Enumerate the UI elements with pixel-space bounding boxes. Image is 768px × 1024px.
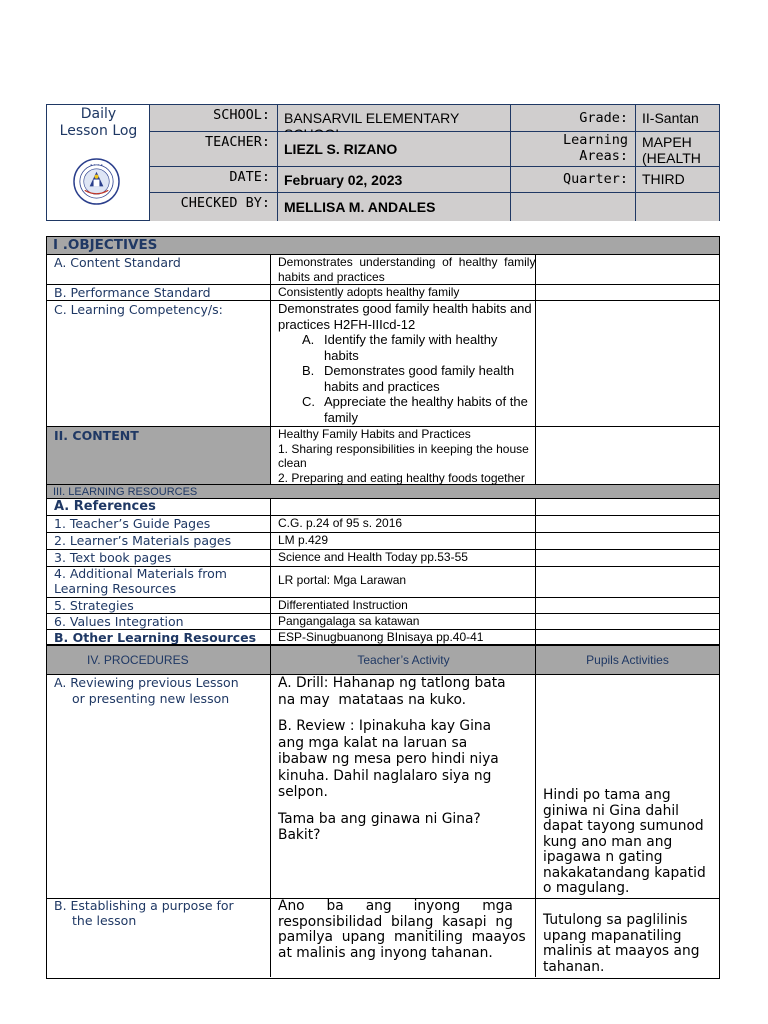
title-line1: Daily [80,106,117,122]
question-line1: Tama ba ang ginawa ni Gina? [278,810,481,827]
b-teacher-line3: pamilya upang manitiling maayos [278,929,526,945]
procedure-a-pupil [536,675,719,899]
b-teacher-line2: responsibilidad bilang kasapi ng [278,913,513,930]
pupils-activities-heading-text: Pupils Activities [586,653,669,667]
school-value: BANSARVIL ELEMENTARY [278,105,511,132]
content-standard-label: A. Content Standard [47,255,271,285]
school-label: SCHOOL: [150,105,278,132]
pupil-a-line7: o magulang. [543,880,630,896]
b-teacher-line1: Ano ba ang inyong mga [278,899,513,914]
drill-line2: na may matataas na kuko. [278,691,467,708]
date-label: DATE: [150,167,278,193]
content-value [271,427,536,485]
procedures-heading [47,645,271,675]
competency-item-line2: habits [324,347,359,363]
objectives-heading [47,237,719,255]
learning-areas-label-line2: Areas: [579,148,628,164]
competency-line2: practices H2FH-IIIcd-12 [278,316,416,332]
title-line2: Lesson Log [59,123,138,139]
performance-standard-value: Consistently adopts healthy family [271,285,536,301]
review-line1: B. Review : Ipinakuha kay Gina [278,718,492,734]
procedure-b-label [47,899,271,977]
other-resources-label: B. Other Learning Resources [47,630,271,644]
learning-competency-value [271,301,536,427]
additional-materials-label [47,567,271,598]
learning-areas-value-line2: (HEALTH [642,150,701,166]
b-teacher-line4: at malinis ang inyong tahanan. [278,944,493,961]
pupils-activities-heading [536,645,719,675]
b-pupil-line4: tahanan. [543,958,605,975]
procedure-b-teacher [271,899,536,977]
procedure-a-label-line1: A. Reviewing previous Lesson [54,675,239,690]
pupil-a-line6: nakakatandang kapatid [543,864,706,881]
procedure-a-teacher [271,675,536,899]
empty-cell [511,193,636,221]
empty-cell [536,285,719,301]
resources-heading-text: III. LEARNING RESOURCES [53,486,198,498]
competency-item [278,363,535,394]
b-pupil-line2: upang mapanatiling [543,927,682,944]
review-line4: kinuha. Dahil naglalaro siya ng [278,767,492,784]
empty-cell [536,499,719,516]
grade-label: Grade: [511,105,636,132]
procedure-a-label-line2: or presenting new lesson [72,691,230,706]
deped-seal-icon [73,158,120,205]
empty-cell [271,499,536,516]
procedures-table [46,645,720,979]
learning-areas-label-line1: Learning [562,132,628,148]
objectives-heading-text: I .OBJECTIVES [53,237,158,253]
competency-item [278,394,535,425]
content-line1: Healthy Family Habits and Practices [278,427,471,441]
additional-materials-label-line1: 4. Additional Materials from [54,567,227,581]
competency-item-line2: family [324,409,358,425]
date-value: February 02, 2023 [278,167,511,193]
learning-areas-label [511,132,636,167]
empty-cell [636,193,719,221]
procedure-b-label-line1: B. Establishing a purpose for [54,899,234,913]
competency-item-letter: B. [302,363,315,378]
resources-heading [47,485,719,499]
procedure-b-pupil [536,899,719,977]
competency-item-line1: Demonstrates good family health [324,363,515,378]
procedure-b-label-line2: the lesson [72,912,137,928]
pupil-a-line3: dapat tayong sumunod [543,818,704,834]
content-line3: clean [278,456,307,470]
learners-materials-value: LM p.429 [271,533,536,550]
empty-cell [536,533,719,550]
grade-value: II-Santan [636,105,719,132]
strategies-label: 5. Strategies [47,598,271,614]
pupil-a-line2: giniwa ni Gina dahil [543,802,679,819]
content-standard-line2: habits and practices [278,269,385,284]
additional-materials-value: LR portal: Mga Larawan [271,567,536,598]
pupil-a-line4: kung ano man ang [543,833,673,850]
empty-cell [536,301,719,427]
teacher-activity-heading [271,645,536,675]
question-line2: Bakit? [278,827,321,843]
references-label: A. References [47,499,271,516]
textbook-pages-value: Science and Health Today pp.53-55 [271,550,536,567]
review-line3: ibabaw ng mesa pero hindi niya [278,751,499,767]
competency-line1: Demonstrates good family health habits and [278,301,532,316]
header-table [46,104,720,221]
empty-cell [536,427,719,485]
empty-cell [536,567,719,598]
content-line2: 1. Sharing responsibilities in keeping the house [278,441,529,456]
drill-line1: A. Drill: Hahanap ng tatlong bata [278,675,506,691]
empty-cell [536,630,719,644]
teacher-label: TEACHER: [150,132,278,167]
svg-text:• • • •: • • • • [90,162,103,168]
spacer [278,708,535,718]
content-heading: II. CONTENT [47,427,271,485]
content-line4: 2. Preparing and eating healthy foods together [278,470,525,485]
learning-competency-label: C. Learning Competency/s: [47,301,271,427]
competency-item-line2: habits and practices [324,378,440,394]
objectives-table [46,236,720,645]
spacer [278,801,535,811]
competency-item [278,332,535,363]
procedures-heading-text: IV. PROCEDURES [87,653,189,667]
competency-item-letter: A. [302,332,315,347]
b-pupil-line3: malinis at maayos ang [543,943,700,959]
procedure-a-label [47,675,271,899]
performance-standard-label: B. Performance Standard [47,285,271,301]
competency-item-line1: Identify the family with healthy [324,332,498,347]
additional-materials-label-line2: Learning Resources [54,580,177,596]
learning-areas-value [636,132,719,167]
pupil-a-line1: Hindi po tama ang [543,787,671,803]
content-standard-line1: Demonstrates understanding of healthy family [278,255,536,269]
b-pupil-line1: Tutulong sa paglilinis [543,912,688,928]
learning-areas-value-line1: MAPEH [642,134,692,150]
teachers-guide-value: C.G. p.24 of 95 s. 2016 [271,516,536,533]
checked-by-label: CHECKED BY: [150,193,278,221]
quarter-value: THIRD [636,167,719,193]
other-resources-value: ESP-Sinugbuanong BInisaya pp.40-41 [271,630,536,644]
review-line2: ang mga kalat na laruan sa [278,734,468,751]
pupil-a-line5: ipagawa n gating [543,849,663,865]
empty-cell [536,614,719,630]
teacher-value: LIEZL S. RIZANO [278,132,511,167]
empty-cell [536,598,719,614]
checked-by-value: MELLISA M. ANDALES [278,193,511,221]
competency-item-letter: C. [302,394,315,409]
quarter-label: Quarter: [511,167,636,193]
teachers-guide-label: 1. Teacher’s Guide Pages [47,516,271,533]
strategies-value: Differentiated Instruction [271,598,536,614]
review-line5: selpon. [278,784,328,800]
teacher-activity-heading-text: Teacher’s Activity [357,653,450,667]
values-integration-value: Pangangalaga sa katawan [271,614,536,630]
content-standard-value [271,255,536,285]
empty-cell [536,516,719,533]
empty-cell [536,550,719,567]
competency-item-line1: Appreciate the healthy habits of the [324,394,528,409]
learners-materials-label: 2. Learner’s Materials pages [47,533,271,550]
values-integration-label: 6. Values Integration [47,614,271,630]
textbook-pages-label: 3. Text book pages [47,550,271,567]
empty-cell [536,255,719,285]
